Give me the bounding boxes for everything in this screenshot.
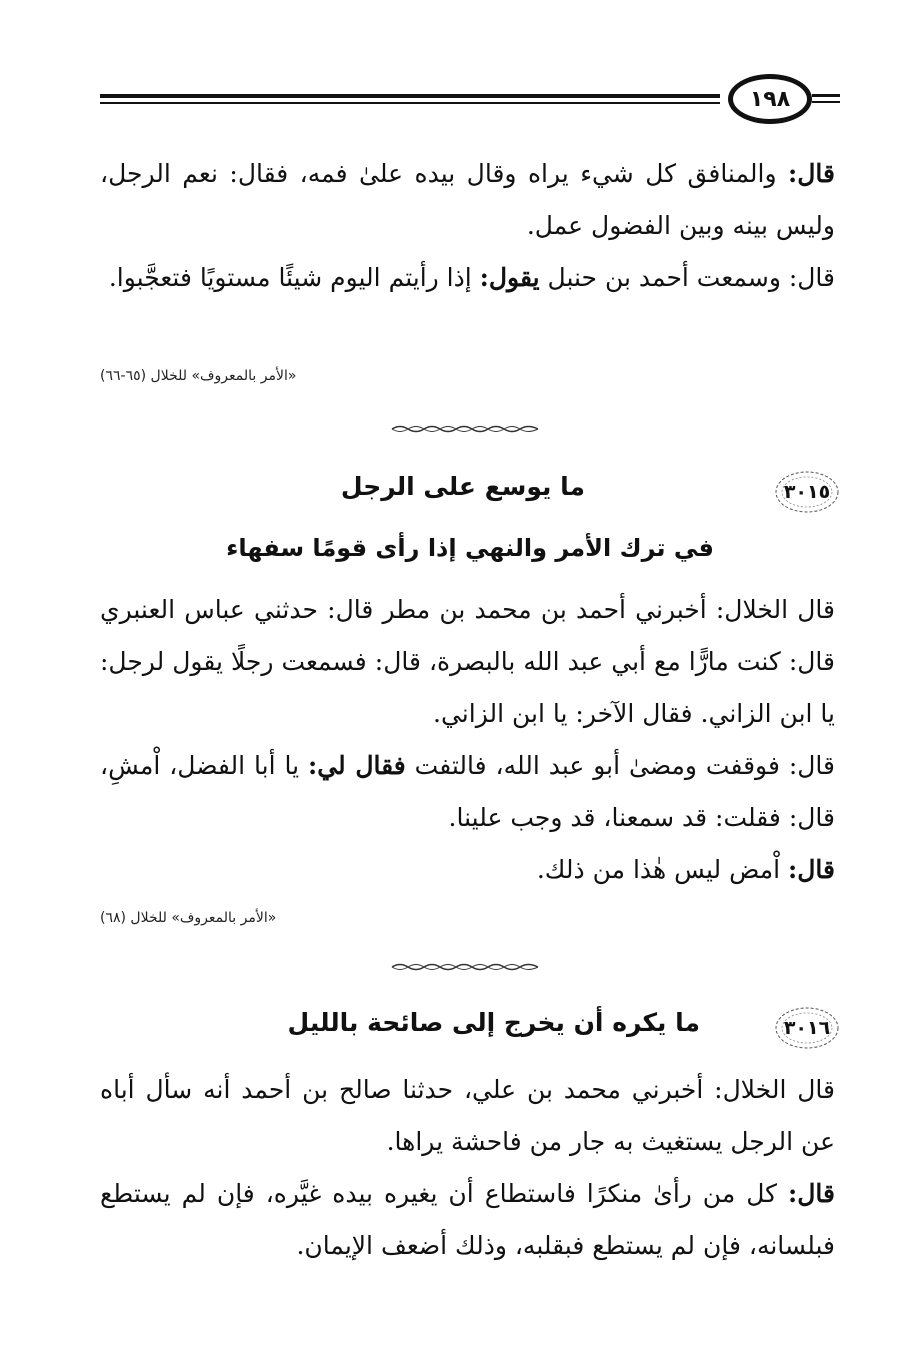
paragraph [100,844,835,896]
header-rule [100,94,720,98]
page-header [100,68,840,128]
paragraph-text: قال: وسمعت أحمد بن حنبل [539,263,835,292]
paragraph-text: والمنافق كل شيء يراه وقال بيده علىٰ فمه، فقال: نعم الرجل، وليس بينه وبين الفضول عمل. [100,159,835,240]
page-number-badge [728,74,812,124]
paragraph-text: قال الخلال: أخبرني أحمد بن محمد بن مطر قال: حدثني عباس العنبري قال: كنت مارًّا مع أبي عبد الله بالبصرة، قال: فسمعت رجلًا يقول لرجل: يا ابن الزاني. فقال الآخر: يا ابن الزاني. [100,595,835,728]
bold-lead: قال: [788,1179,835,1208]
paragraph-text: اْمض ليس هٰذا من ذلك. [536,855,789,884]
section-heading [100,470,840,518]
bold-phrase: يقول: [479,263,540,292]
header-rule-right-thin [812,101,840,103]
header-rule-right [812,94,840,97]
section-number: ٣٠١٦ [783,1017,831,1039]
paragraph [100,252,835,304]
paragraph [100,1168,835,1272]
section-number-badge [774,470,840,514]
bold-phrase: فقال لي: [307,751,406,780]
paragraph [100,148,835,252]
section-subtitle: في ترك الأمر والنهي إذا رأى قومًا سفهاء [226,534,714,562]
ornament-divider-icon [390,962,540,972]
bold-lead: قال: [788,159,835,188]
section-number: ٣٠١٥ [783,481,831,503]
header-rule-thin [100,102,720,104]
section-title: ما يوسع على الرجل [340,472,585,501]
section-title: ما يكره أن يخرج إلى صائحة بالليل [287,1008,700,1037]
ornament-divider-icon [390,424,540,434]
paragraph [100,1064,835,1168]
section-heading [100,1006,840,1054]
paragraph [100,584,835,740]
paragraph [100,740,835,844]
paragraph-text: قال الخلال: أخبرني محمد بن علي، حدثنا صالح بن أحمد أنه سأل أباه عن الرجل يستغيث به جار من فاحشة يراها. [100,1075,835,1156]
source-citation: «الأمر بالمعروف» للخلال (٦٨) [100,910,277,926]
page-number: ١٩٨ [749,86,791,112]
source-citation: «الأمر بالمعروف» للخلال (٦٥-٦٦) [100,368,297,384]
paragraph-text: يا أبا الفضل، اْمشِ، قال: فقلت: قد سمعنا، قد وجب علينا. [100,751,835,832]
paragraph-text: إذا رأيتم اليوم شيئًا مستويًا فتعجَّبوا. [108,263,480,292]
bold-lead: قال: [788,855,835,884]
paragraph-text: كل من رأىٰ منكرًا فاستطاع أن يغيره بيده غيَّره، فإن لم يستطع فبلسانه، فإن لم يستطع فبقلبه، وذلك أضعف الإيمان. [100,1179,835,1260]
section-number-badge [774,1006,840,1050]
paragraph-text: قال: فوقفت ومضىٰ أبو عبد الله، فالتفت [405,751,836,780]
